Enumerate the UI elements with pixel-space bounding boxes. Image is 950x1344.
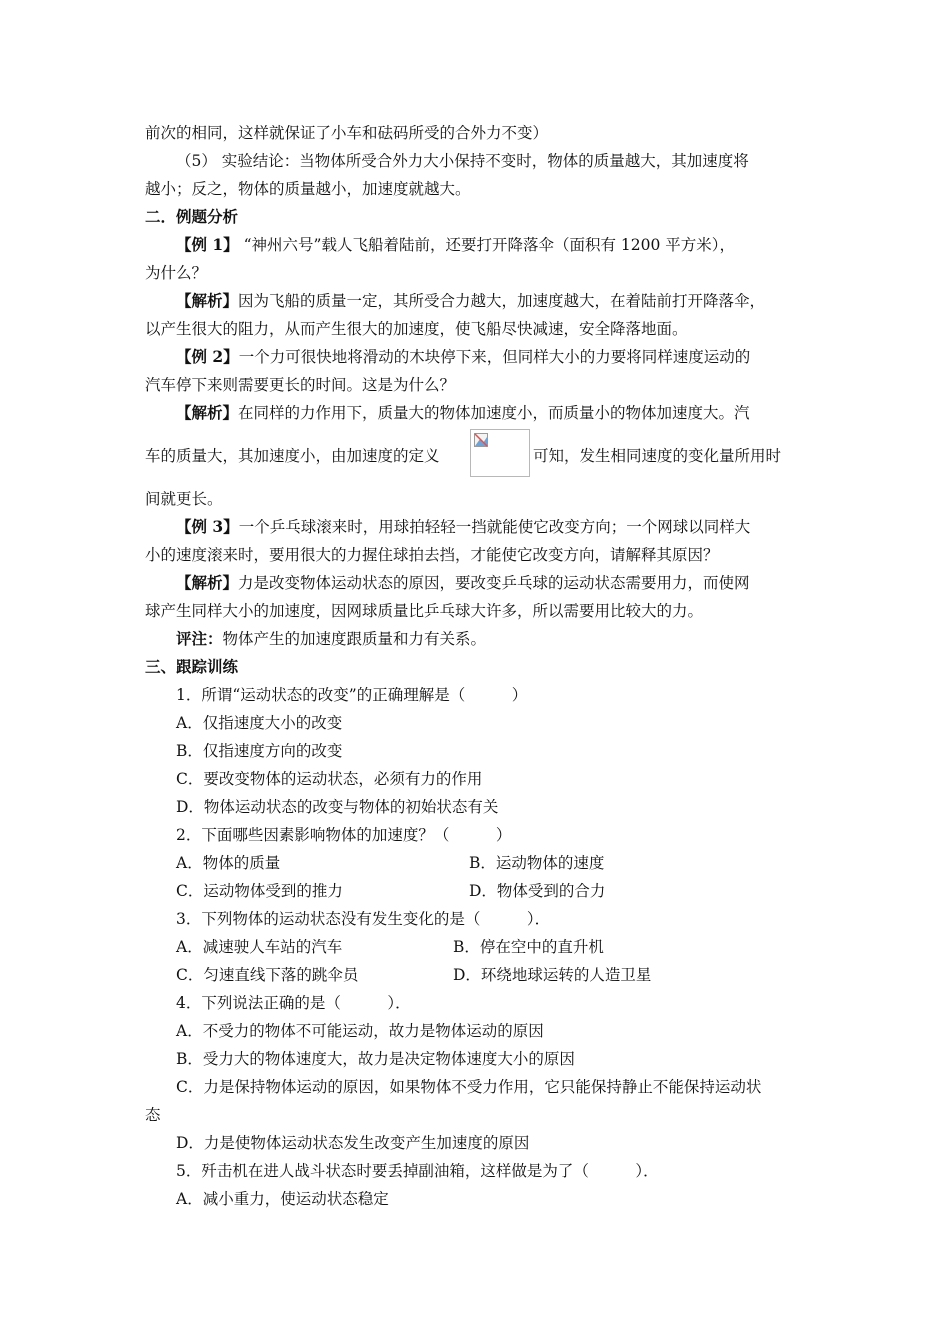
text-line: 车的质量大，其加速度小，由加速度的定义 <box>145 447 440 465</box>
example-text: “神州六号”载人飞船着陆前，还要打开降落伞（面积有 1200 平方米）， <box>238 236 736 254</box>
analysis-1 <box>176 291 765 311</box>
question-5: 5．歼击机在进人战斗状态时要丢掉副油箱，这样做是为了（ ）． <box>176 1162 659 1180</box>
analysis-tag: 【解析】 <box>176 573 239 592</box>
option-d: D．力是使物体运动状态发生改变产生加速度的原因 <box>176 1134 530 1152</box>
analysis-tag: 【解析】 <box>176 291 239 310</box>
option-d: D．物体受到的合力 <box>469 882 606 900</box>
text-line: 球产生同样大小的加速度，因网球质量比乒乓球大许多，所以需要用比较大的力。 <box>145 602 704 620</box>
option-a: A．减小重力，使运动状态稳定 <box>176 1190 389 1208</box>
analysis-2 <box>176 403 750 423</box>
analysis-tag: 【解析】 <box>176 403 239 422</box>
analysis-text: 因为飞船的质量一定，其所受合力越大，加速度越大，在着陆前打开降落伞， <box>238 292 766 310</box>
broken-image-icon <box>474 433 488 447</box>
comment <box>176 629 486 649</box>
option-d: D．物体运动状态的改变与物体的初始状态有关 <box>176 798 499 816</box>
question-1: 1．所谓“运动状态的改变”的正确理解是（ ） <box>176 686 528 704</box>
text-line: （5） 实验结论：当物体所受合外力大小保持不变时，物体的质量越大，其加速度将 <box>176 152 749 170</box>
option-b: B．受力大的物体速度大，故力是决定物体速度大小的原因 <box>176 1050 575 1068</box>
example-text: 一个力可很快地将滑动的木块停下来，但同样大小的力要将同样速度运动的 <box>238 348 751 366</box>
option-c: C．匀速直线下落的跳伞员 <box>176 966 359 984</box>
example-tag: 【例 1】 <box>176 235 239 254</box>
option-a: A．仅指速度大小的改变 <box>176 714 343 732</box>
example-tag: 【例 2】 <box>176 347 239 366</box>
option-a: A．减速驶人车站的汽车 <box>176 938 343 956</box>
text-line: 前次的相同，这样就保证了小车和砝码所受的合外力不变） <box>145 124 549 142</box>
text-line: 为什么？ <box>145 264 208 282</box>
option-a: A．不受力的物体不可能运动，故力是物体运动的原因 <box>176 1022 544 1040</box>
example-1 <box>176 235 735 255</box>
analysis-text: 在同样的力作用下，质量大的物体加速度小，而质量小的物体加速度大。汽 <box>238 404 750 422</box>
text-line: 间就更长。 <box>145 490 223 508</box>
question-2: 2．下面哪些因素影响物体的加速度？（ ） <box>176 826 512 844</box>
option-b: B．运动物体的速度 <box>469 854 605 872</box>
example-3 <box>176 517 750 537</box>
example-2 <box>176 347 750 367</box>
option-b: B．停在空中的直升机 <box>453 938 604 956</box>
analysis-text: 力是改变物体运动状态的原因，要改变乒乓球的运动状态需要用力，而使网 <box>238 574 750 592</box>
text-line: 汽车停下来则需要更长的时间。这是为什么？ <box>145 376 456 394</box>
text-line: 态 <box>145 1106 161 1124</box>
option-c: C．力是保持物体运动的原因，如果物体不受力作用，它只能保持静止不能保持运动状 <box>176 1078 762 1096</box>
example-tag: 【例 3】 <box>176 517 239 536</box>
example-text: 一个乒乓球滚来时，用球拍轻轻一挡就能使它改变方向；一个网球以同样大 <box>238 518 751 536</box>
text-line: 可知，发生相同速度的变化量所用时 <box>533 447 782 465</box>
section-heading: 三、跟踪训练 <box>145 657 239 676</box>
option-c: C．要改变物体的运动状态，必须有力的作用 <box>176 770 483 788</box>
analysis-3 <box>176 573 750 593</box>
option-c: C．运动物体受到的推力 <box>176 882 343 900</box>
formula-image <box>470 429 530 477</box>
comment-text: 物体产生的加速度跟质量和力有关系。 <box>222 630 487 648</box>
option-b: B．仅指速度方向的改变 <box>176 742 343 760</box>
text-line: 以产生很大的阻力，从而产生很大的加速度，使飞船尽快减速，安全降落地面。 <box>145 320 688 338</box>
question-4: 4．下列说法正确的是（ ）． <box>176 994 411 1012</box>
question-3: 3．下列物体的运动状态没有发生变化的是（ ）． <box>176 910 551 928</box>
comment-tag: 评注： <box>176 629 223 648</box>
section-heading: 二．例题分析 <box>145 207 239 226</box>
text-line: 小的速度滚来时，要用很大的力握住球拍去挡，才能使它改变方向，请解释其原因？ <box>145 546 719 564</box>
option-d: D．环绕地球运转的人造卫星 <box>453 966 652 984</box>
option-a: A．物体的质量 <box>176 854 281 872</box>
text-line: 越小；反之，物体的质量越小，加速度就越大。 <box>145 180 471 198</box>
